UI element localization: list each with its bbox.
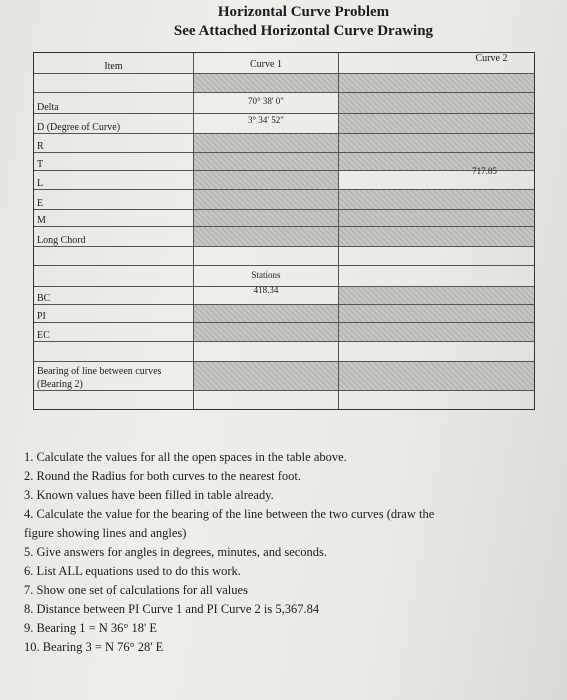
table-header-row xyxy=(34,53,534,73)
curve-table xyxy=(33,52,535,410)
header-curve2: Curve 2 xyxy=(475,53,508,64)
table-row-stations xyxy=(34,265,534,287)
row-label: Bearing of line between curves xyxy=(37,366,162,377)
header-curve1: Curve 1 xyxy=(250,59,282,70)
row-label: E xyxy=(37,198,44,209)
curve2-l-value: 717.85 xyxy=(472,166,497,176)
instruction-item: 9. Bearing 1 = N 36° 18' E xyxy=(24,621,158,635)
table-row-bearing xyxy=(34,361,534,391)
instruction-item: 2. Round the Radius for both curves to the nearest foot. xyxy=(24,469,302,483)
row-label: R xyxy=(37,141,44,152)
document-title: Horizontal Curve Problem xyxy=(217,4,390,20)
document-subtitle: See Attached Horizontal Curve Drawing xyxy=(173,23,434,39)
instructions-list xyxy=(24,448,544,657)
row-label: Long Chord xyxy=(37,235,86,246)
instruction-item: 5. Give answers for angles in degrees, minutes, and seconds. xyxy=(24,545,328,559)
header-item: Item xyxy=(104,61,123,72)
curve1-bc-value: 418.34 xyxy=(253,285,279,295)
table-row-pi xyxy=(34,304,534,323)
instruction-item: 7. Show one set of calculations for all values xyxy=(24,583,248,597)
row-label: EC xyxy=(37,330,50,341)
instruction-item: 1. Calculate the values for all the open spaces in the table above. xyxy=(24,450,347,464)
table-row-m xyxy=(34,209,534,227)
row-label: (Bearing 2) xyxy=(37,379,83,390)
table-row-degree xyxy=(34,113,534,134)
instruction-item: 8. Distance between PI Curve 1 and PI Curve 2 is 5,367.84 xyxy=(24,602,320,616)
table-row xyxy=(34,73,534,93)
instruction-item: figure showing lines and angles) xyxy=(24,526,187,540)
instruction-item: 4. Calculate the value for the bearing of the line between the two curves (draw the xyxy=(24,507,435,521)
stations-heading: Stations xyxy=(251,270,281,280)
instruction-item: 10. Bearing 3 = N 76° 28' E xyxy=(24,640,164,654)
table-row-long-chord xyxy=(34,226,534,247)
row-label: L xyxy=(37,178,44,189)
table-row-l xyxy=(34,166,534,190)
row-label: BC xyxy=(37,293,51,304)
table-row-e xyxy=(34,189,534,210)
row-label: PI xyxy=(37,311,46,322)
table-row xyxy=(34,390,534,409)
row-label: T xyxy=(37,159,44,170)
table-row-bc xyxy=(34,286,534,305)
row-label: D (Degree of Curve) xyxy=(37,122,121,133)
table-row-ec xyxy=(34,322,534,342)
table-row-delta xyxy=(34,92,534,114)
instruction-item: 6. List ALL equations used to do this work. xyxy=(24,564,241,578)
instruction-item: 3. Known values have been filled in table already. xyxy=(24,488,274,502)
row-label: M xyxy=(37,215,46,226)
row-label: Delta xyxy=(37,102,59,113)
table-row xyxy=(34,341,534,362)
table-row-r xyxy=(34,133,534,153)
table-row xyxy=(34,246,534,266)
curve1-delta-value: 70° 38' 0" xyxy=(248,96,284,106)
curve1-degree-value: 3° 34' 52" xyxy=(248,115,284,125)
